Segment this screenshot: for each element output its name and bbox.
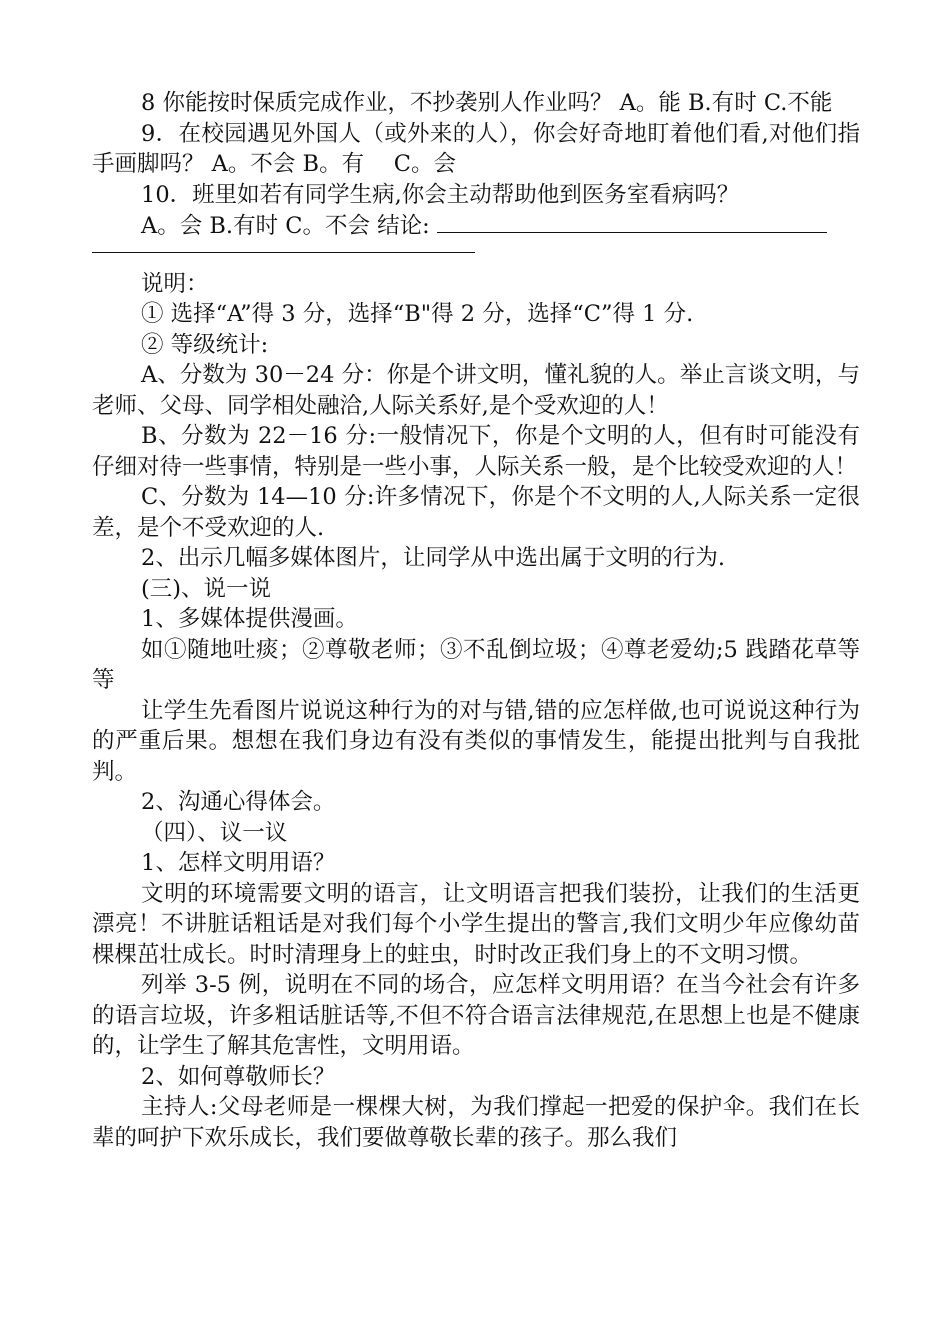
question-8: 8 你能按时保质完成作业，不抄袭别人作业吗？ A。能 B.有时 C.不能	[141, 90, 833, 116]
grade-statistics-heading: ② 等级统计:	[141, 331, 269, 358]
section-3-item-1: 1、多媒体提供漫画。	[141, 606, 358, 632]
section-4-heading: （四）、议一议	[141, 819, 288, 846]
scoring-rule: ① 选择“A”得 3 分，选择“B"得 2 分，选择“C”得 1 分.	[141, 301, 694, 327]
grade-b: B、分数为 22－16 分:一般情况下，你是个文明的人，但有时可能没有仔细对待一些事情，特别是一些小事，人际关系一般，是个比较受欢迎的人！	[92, 423, 860, 480]
question-10-options-text: A。会 B.有时 C。不会 结论:	[141, 213, 437, 239]
question-10: 10．班里如若有同学生病,你会主动帮助他到医务室看病吗？	[141, 181, 740, 208]
section-4-paragraph-3: 主持人:父母老师是一棵棵大树，为我们撑起一把爱的保护伞。我们在长辈的呵护下欢乐成长，我们要做尊敬长辈的孩子。那么我们	[92, 1094, 860, 1151]
section-4-item-1: 1、怎样文明用语？	[141, 850, 336, 876]
grade-a: A、分数为 30－24 分：你是个讲文明，懂礼貌的人。举止言谈文明，与老师、父母、同学相处融洽,人际关系好,是个受欢迎的人！	[92, 362, 860, 419]
section-2-text: 2、出示几幅多媒体图片，让同学从中选出属于文明的行为.	[141, 545, 725, 571]
section-4-paragraph-1: 文明的环境需要文明的语言，让文明语言把我们装扮，让我们的生活更漂亮！不讲脏话粗话是对我们每个小学生提出的警言,我们文明少年应像幼苗棵棵茁壮成长。时时清理身上的蛀虫，时时改正我们身上的不文明习惯。	[92, 880, 860, 968]
section-3-examples: 如①随地吐痰；②尊敬老师；③不乱倒垃圾；④尊老爱幼;5 践踏花草等等	[92, 636, 860, 693]
grade-c: C、分数为 14—10 分:许多情况下，你是个不文明的人,人际关系一定很差，是个不受欢迎的人.	[92, 484, 860, 541]
conclusion-blank-line	[437, 210, 827, 233]
document-page	[92, 88, 860, 1153]
explanation-heading: 说明：	[141, 270, 209, 297]
section-3-discussion: 让学生先看图片说说这种行为的对与错,错的应怎样做,也可说说这种行为的严重后果。想想在我们身边有没有类似的事情发生，能提出批判与自我批判。	[92, 697, 860, 785]
conclusion-blank-line-2	[92, 242, 475, 253]
question-10-options	[92, 210, 860, 242]
question-9: 9．在校园遇见外国人（或外来的人），你会好奇地盯着他们看,对他们指手画脚吗？ A。不会 B。有 C。会	[92, 120, 860, 177]
section-3-heading: (三)、说一说	[141, 575, 272, 602]
section-3-item-2: 2、沟通心得体会。	[141, 789, 336, 815]
section-4-item-2: 2、如何尊敬师长？	[141, 1063, 336, 1090]
section-4-paragraph-2: 列举 3-5 例，说明在不同的场合，应怎样文明用语？在当今社会有许多的语言垃圾，许多粗话脏话等,不但不符合语言法律规范,在思想上也是不健康的，让学生了解其危害性，文明用语。	[92, 972, 860, 1059]
